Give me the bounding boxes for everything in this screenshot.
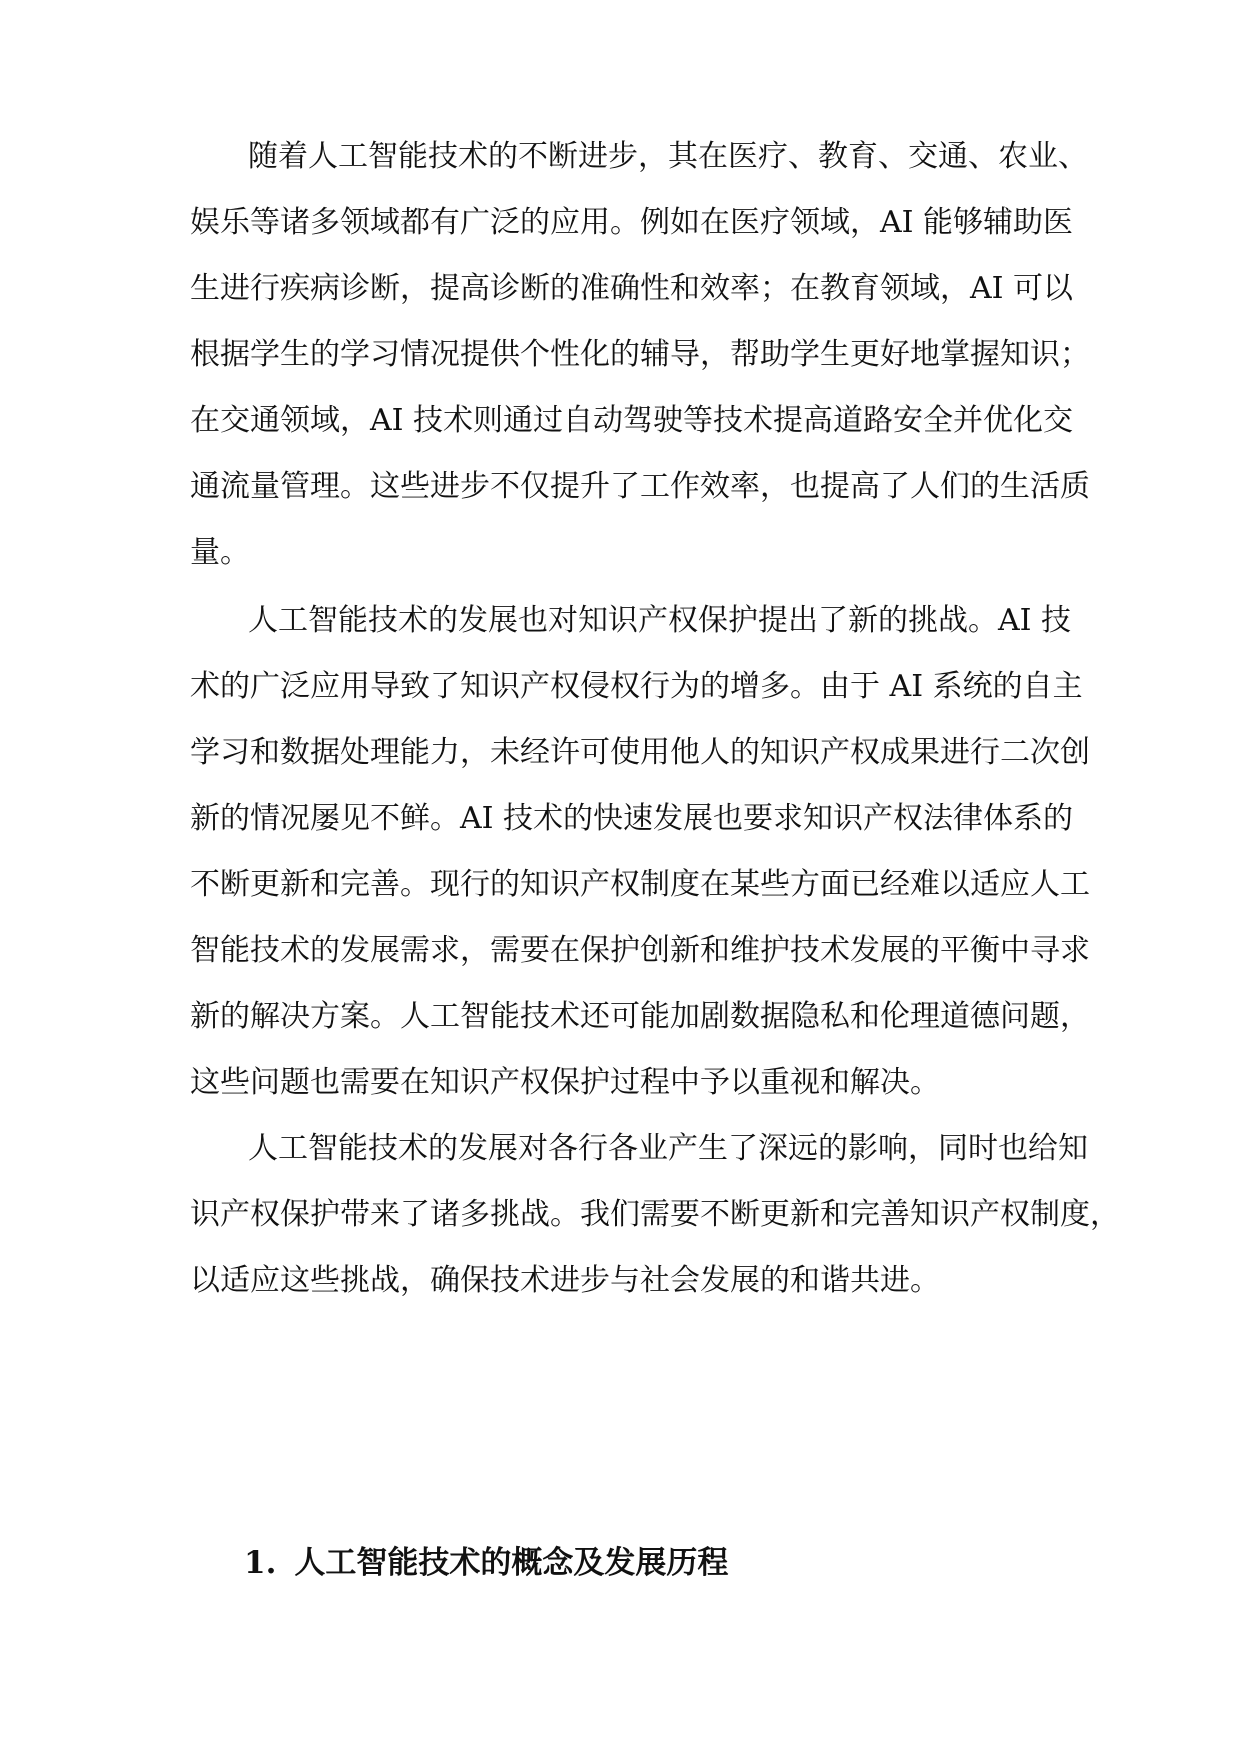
paragraph-line: 根据学生的学习情况提供个性化的辅导，帮助学生更好地掌握知识； (190, 337, 1090, 372)
paragraph-line: 这些问题也需要在知识产权保护过程中予以重视和解决。 (190, 1065, 940, 1100)
section-number: 1. (244, 1545, 277, 1581)
paragraph-line: 通流量管理。这些进步不仅提升了工作效率，也提高了人们的生活质 (190, 469, 1090, 504)
paragraph-line: 人工智能技术的发展对各行各业产生了深远的影响，同时也给知 (248, 1131, 1088, 1166)
paragraph-line: 新的情况屡见不鲜。AI 技术的快速发展也要求知识产权法律体系的 (190, 801, 1074, 836)
paragraph-line: 识产权保护带来了诸多挑战。我们需要不断更新和完善知识产权制度， (190, 1197, 1120, 1232)
paragraph-line: 新的解决方案。人工智能技术还可能加剧数据隐私和伦理道德问题， (190, 999, 1090, 1034)
paragraph-line: 以适应这些挑战，确保技术进步与社会发展的和谐共进。 (190, 1263, 940, 1298)
paragraph-line: 术的广泛应用导致了知识产权侵权行为的增多。由于 AI 系统的自主 (190, 669, 1083, 704)
paragraph-line: 学习和数据处理能力，未经许可使用他人的知识产权成果进行二次创 (190, 735, 1090, 770)
paragraph-line: 生进行疾病诊断，提高诊断的准确性和效率；在教育领域，AI 可以 (190, 271, 1074, 306)
paragraph-line: 智能技术的发展需求，需要在保护创新和维护技术发展的平衡中寻求 (190, 933, 1090, 968)
section-title: 人工智能技术的概念及发展历程 (294, 1545, 729, 1581)
section-heading (244, 1543, 728, 1583)
paragraph-line: 人工智能技术的发展也对知识产权保护提出了新的挑战。AI 技 (248, 603, 1072, 638)
paragraph-line: 随着人工智能技术的不断进步，其在医疗、教育、交通、农业、 (248, 139, 1088, 174)
paragraph-line: 娱乐等诸多领域都有广泛的应用。例如在医疗领域，AI 能够辅助医 (190, 205, 1074, 240)
paragraph-line: 量。 (190, 535, 250, 570)
paragraph-line: 在交通领域，AI 技术则通过自动驾驶等技术提高道路安全并优化交 (190, 403, 1074, 438)
paragraph-line: 不断更新和完善。现行的知识产权制度在某些方面已经难以适应人工 (190, 867, 1090, 902)
